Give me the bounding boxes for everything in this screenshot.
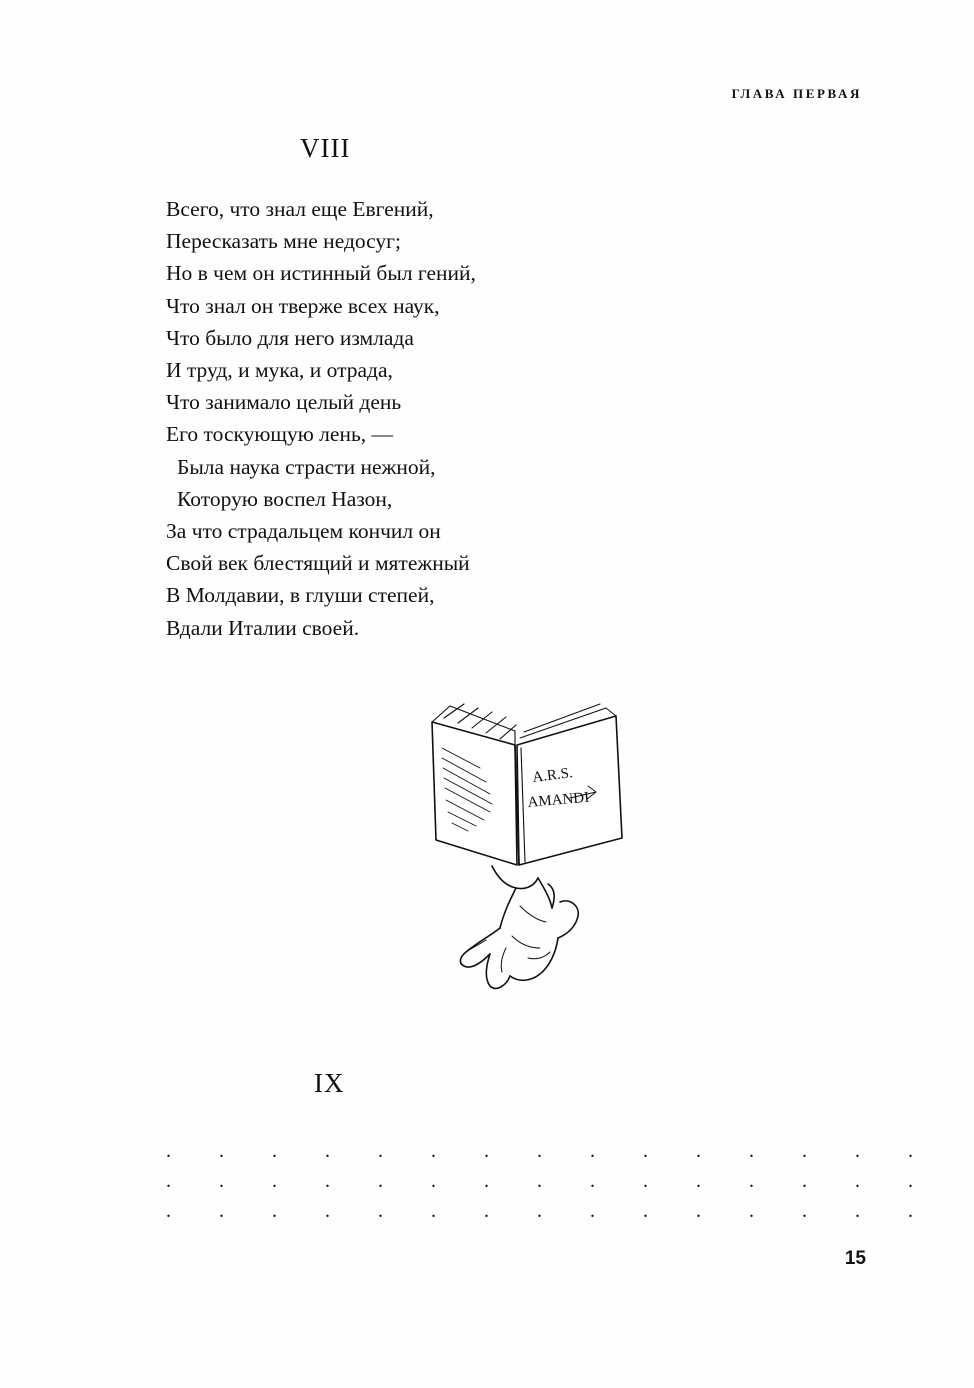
verse-line: Что было для него измлада <box>166 325 414 350</box>
running-head: ГЛАВА ПЕРВАЯ <box>731 86 862 101</box>
verse-line: Пересказать мне недосуг; <box>166 229 401 254</box>
page-number: 15 <box>844 1248 866 1269</box>
verse-line: Была наука страсти нежной, <box>177 454 436 479</box>
stanza-viii-text <box>166 193 476 644</box>
dots-row: . . . . . . . . . . . . . . . <box>166 1170 935 1192</box>
verse-line: Что занимало целый день <box>166 390 402 415</box>
verse-line: За что страдальцем кончил он <box>166 519 441 544</box>
illustration-caption-line-2: AMANDI <box>526 789 590 811</box>
dots-row: . . . . . . . . . . . . . . . <box>166 1140 935 1162</box>
illustration-caption-line-1: A.R.S. <box>531 765 574 786</box>
verse-line: Но в чем он истинный был гений, <box>166 261 476 286</box>
verse-line: Его тоскующую лень, — <box>166 422 394 447</box>
verse-line: Свой век блестящий и мятежный <box>166 551 470 576</box>
verse-line: Всего, что знал еще Евгений, <box>166 197 434 221</box>
verse-line: Вдали Италии своей. <box>166 615 360 640</box>
verse-line: Которую воспел Назон, <box>177 486 393 511</box>
stanza-ix-dots <box>166 1136 935 1226</box>
book-illustration <box>420 690 650 1000</box>
stanza-number-viii: VIII <box>300 133 351 163</box>
dots-row: . . . . . . . . . . . . . . . <box>166 1200 935 1222</box>
stanza-number-ix: IX <box>314 1068 345 1098</box>
verse-line: В Молдавии, в глуши степей, <box>166 583 435 608</box>
verse-line: Что знал он тверже всех наук, <box>166 293 440 318</box>
verse-line: И труд, и мука, и отрада, <box>166 358 393 383</box>
